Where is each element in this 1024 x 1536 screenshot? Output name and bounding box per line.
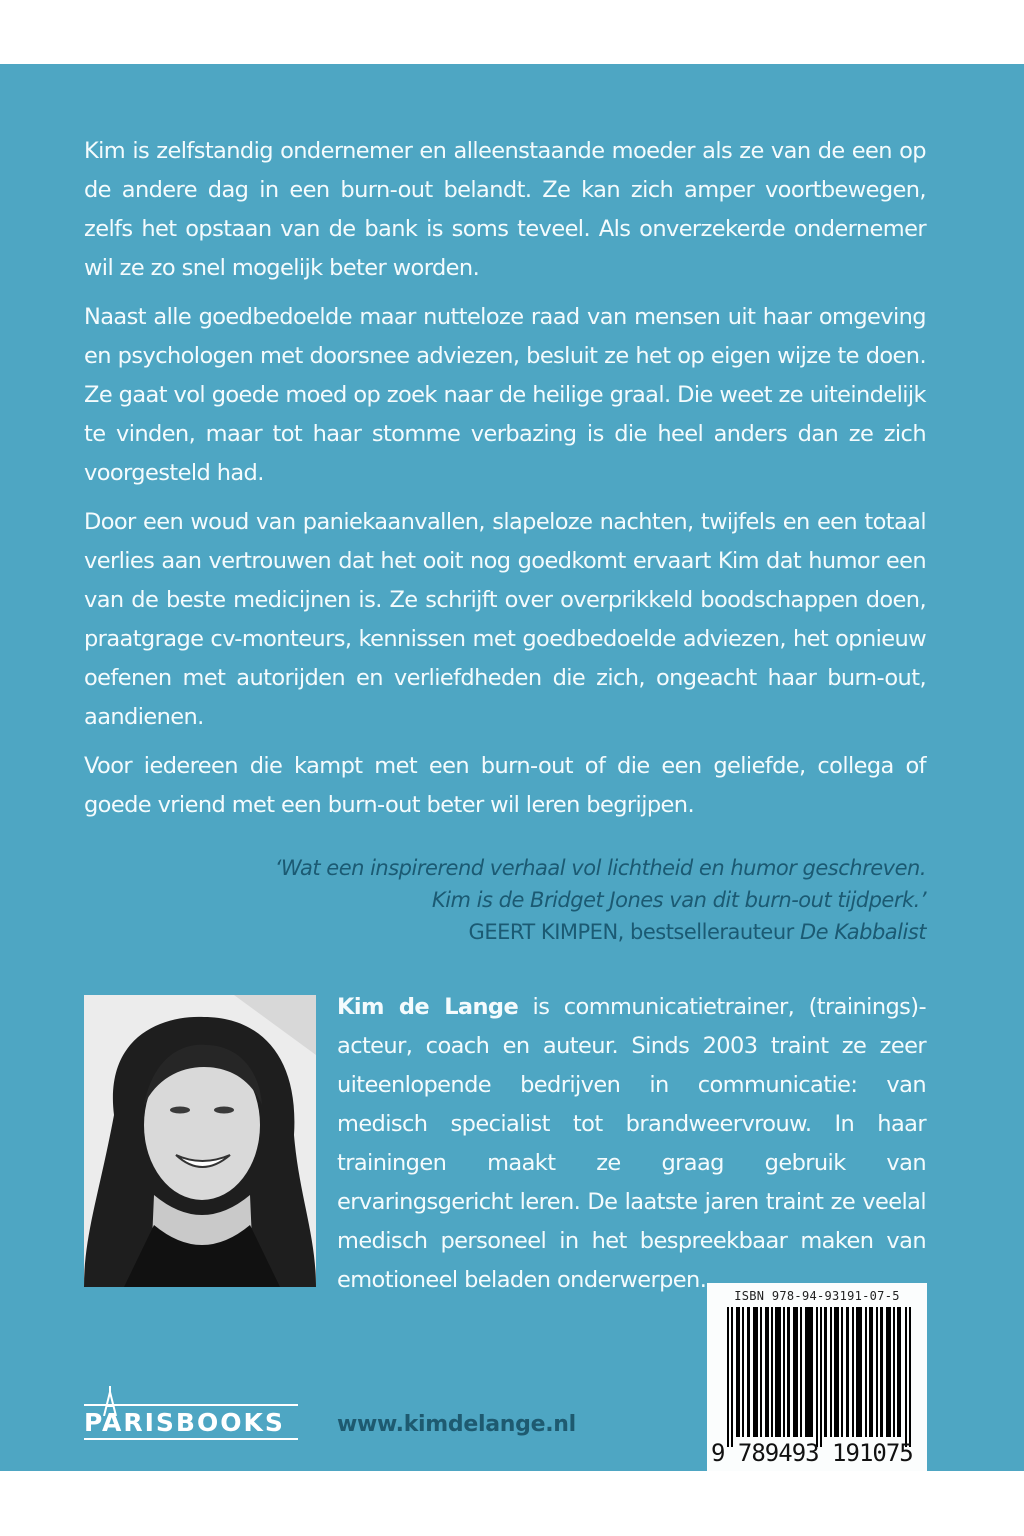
barcode-digits: 9 789493 191075 [711,1439,913,1467]
quote-attribution [166,916,926,948]
quote-book-title: De Kabbalist [799,920,926,944]
quote-line-1: ‘Wat een inspirerend verhaal vol lichtheid en humor geschreven. [274,856,926,880]
barcode-bars-icon [727,1307,911,1447]
author-bio-text: is communicatietrainer, (trainings)-acteur, coach en auteur. Sinds 2003 traint ze zeer uiteenlopende bedrijven in communicatie: van medisch specialist tot brandweervrouw. In haar trainingen maakt ze graag gebruik van ervaringsgericht leren. De laatste jaren traint ze veelal medisch personeel in het bespreekbaar maken van emotioneel beladen onderwerpen. [337,994,926,1293]
blurb-paragraph-3: Door een woud van paniekaanvallen, slapeloze nachten, twijfels en een totaal verlies aan vertrouwen dat het ooit nog goedkomt ervaart Kim dat humor een van de beste medicijnen is. Ze schrijft over overprikkeld boodschappen doen, praatgrage cv-monteurs, kennissen met goedbedoelde adviezen, het opnieuw oefenen met autorijden en verliefdheden die zich, ongeacht haar burn-out, aandienen. [84,509,926,730]
author-name: Kim de Lange [337,994,519,1020]
blurb-paragraph-1: Kim is zelfstandig ondernemer en alleenstaande moeder als ze van de een op de andere dag in een burn-out belandt. Ze kan zich amper voortbewegen, zelfs het opstaan van de bank is soms teveel. Als onverzekerde ondernemer wil ze zo snel mogelijk beter worden. [84,138,926,281]
isbn-barcode [707,1283,927,1471]
publisher-logo [84,1396,300,1444]
blurb [84,132,926,835]
author-photo [84,995,316,1287]
quote-author: GEERT KIMPEN [468,920,618,944]
quote-line-2: Kim is de Bridget Jones van dit burn-out tijdperk.’ [431,888,926,912]
quote-author-role: , bestsellerauteur [617,920,800,944]
author-bio [337,988,926,1300]
endorsement-quote [166,852,926,948]
isbn-label: ISBN 978-94-93191-07-5 [734,1289,900,1303]
blurb-paragraph-2: Naast alle goedbedoelde maar nutteloze raad van mensen uit haar omgeving en psychologen met doorsnee adviezen, besluit ze het op eigen wijze te doen. Ze gaat vol goede moed op zoek naar de heilige graal. Die weet ze uiteindelijk te vinden, maar tot haar stomme verbazing is die heel anders dan ze zich voorgesteld had. [84,304,926,486]
author-website: www.kimdelange.nl [337,1412,576,1437]
blurb-paragraph-4: Voor iedereen die kampt met een burn-out of die een geliefde, collega of goede vriend met een burn-out beter wil leren begrijpen. [84,753,926,818]
publisher-name: PARISBOOKS [84,1408,285,1437]
portrait-illustration [84,995,316,1287]
logo-rule-bottom [84,1438,298,1440]
